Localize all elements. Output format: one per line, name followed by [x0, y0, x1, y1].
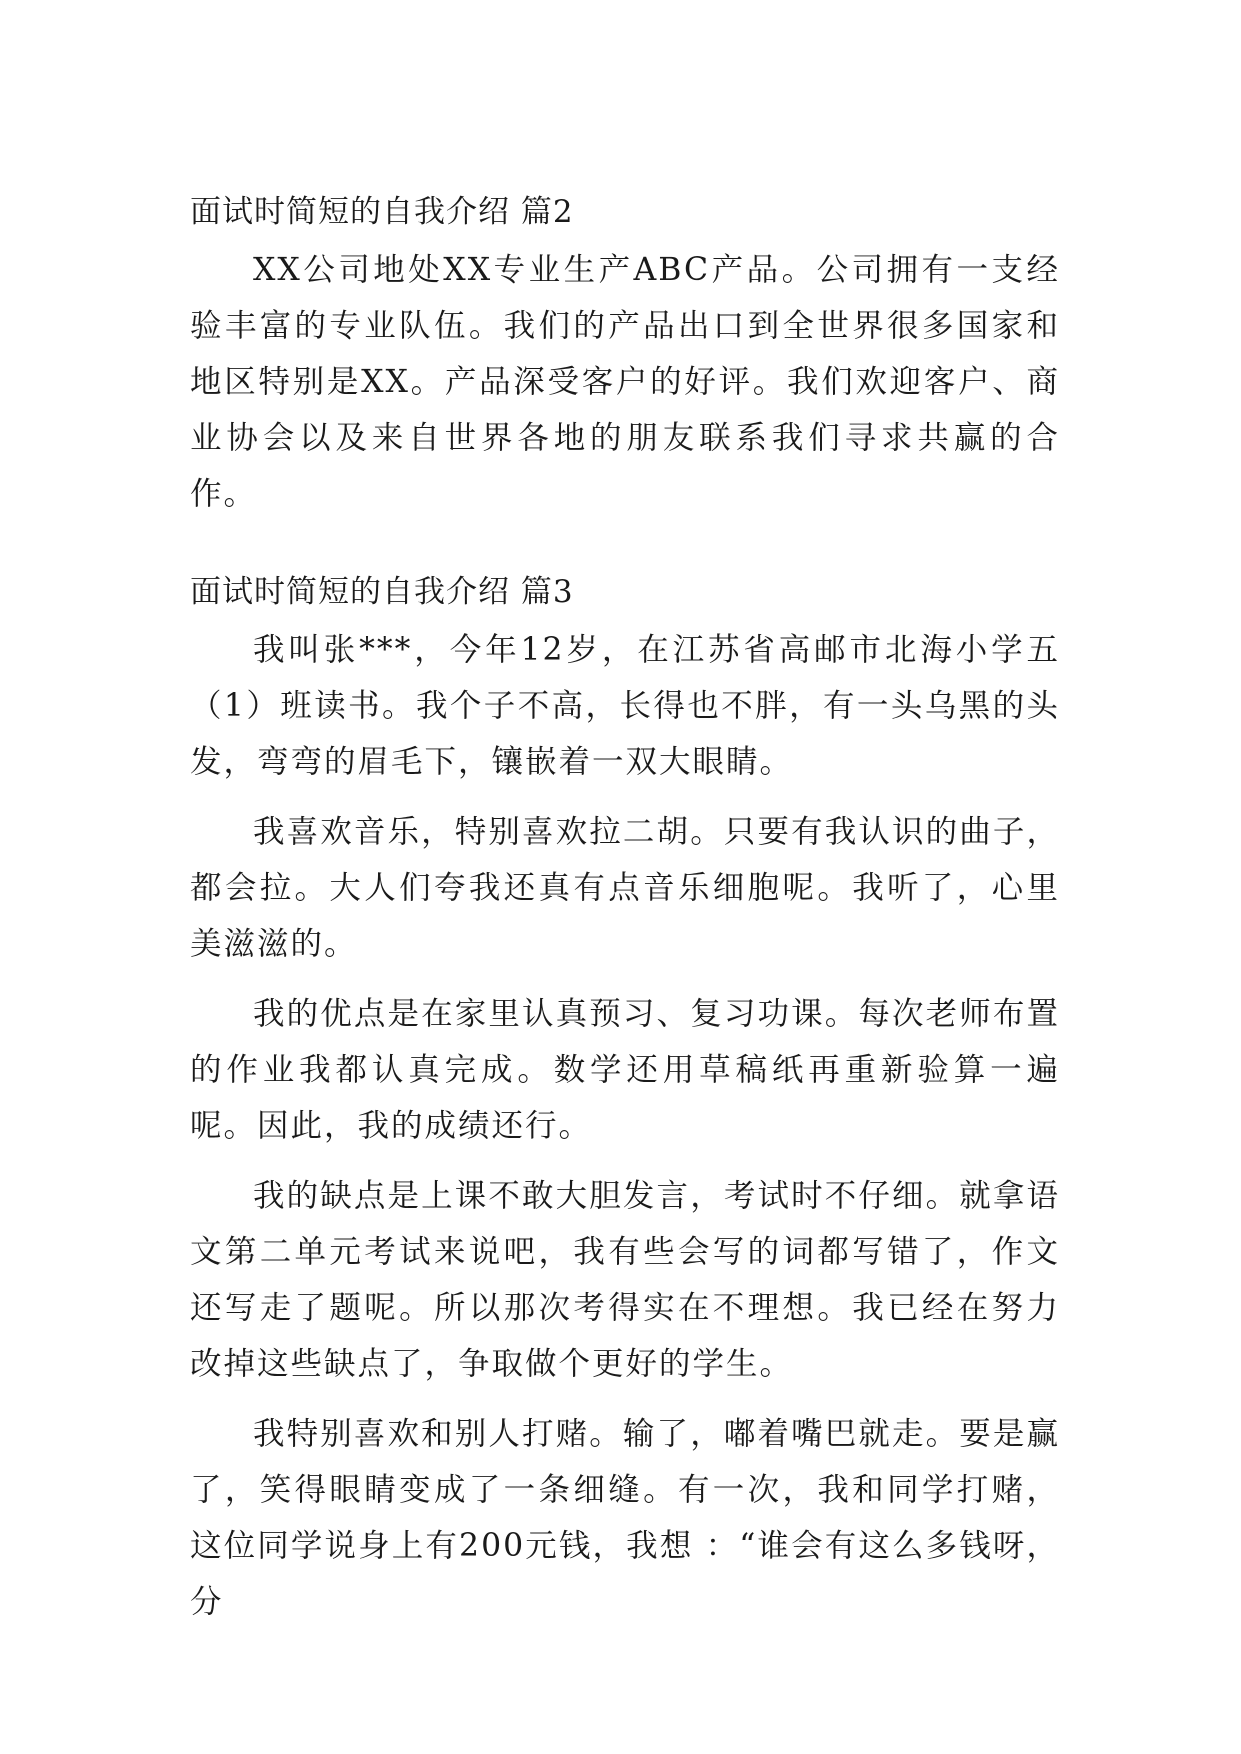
paragraph: 我喜欢音乐，特别喜欢拉二胡。只要有我认识的曲子，都会拉。大人们夸我还真有点音乐细胞呢。我听了，心里美滋滋的。	[190, 814, 1060, 962]
section-heading: 面试时简短的自我介绍 篇2	[190, 194, 574, 230]
section-heading: 面试时简短的自我介绍 篇3	[190, 574, 574, 610]
paragraph: 我的缺点是上课不敢大胆发言，考试时不仔细。就拿语文第二单元考试来说吧，我有些会写的词都写错了，作文还写走了题呢。所以那次考得实在不理想。我已经在努力改掉这些缺点了，争取做个更好的学生。	[190, 1178, 1060, 1382]
section-2	[190, 188, 1060, 522]
paragraph: 我的优点是在家里认真预习、复习功课。每次老师布置的作业我都认真完成。数学还用草稿纸再重新验算一遍呢。因此，我的成绩还行。	[190, 996, 1060, 1144]
document-body	[190, 188, 1060, 1630]
paragraph: XX公司地处XX专业生产ABC产品。公司拥有一支经验丰富的专业队伍。我们的产品出口到全世界很多国家和地区特别是XX。产品深受客户的好评。我们欢迎客户、商业协会以及来自世界各地的朋友联系我们寻求共赢的合作。	[190, 252, 1060, 512]
paragraph: 我叫张***，今年12岁，在江苏省高邮市北海小学五（1）班读书。我个子不高，长得也不胖，有一头乌黑的头发，弯弯的眉毛下，镶嵌着一双大眼睛。	[190, 632, 1060, 780]
section-3	[190, 568, 1060, 1630]
paragraph: 我特别喜欢和别人打赌。输了，嘟着嘴巴就走。要是赢了，笑得眼睛变成了一条细缝。有一次，我和同学打赌，这位同学说身上有200元钱，我想 ：“谁会有这么多钱呀，分	[190, 1416, 1060, 1620]
